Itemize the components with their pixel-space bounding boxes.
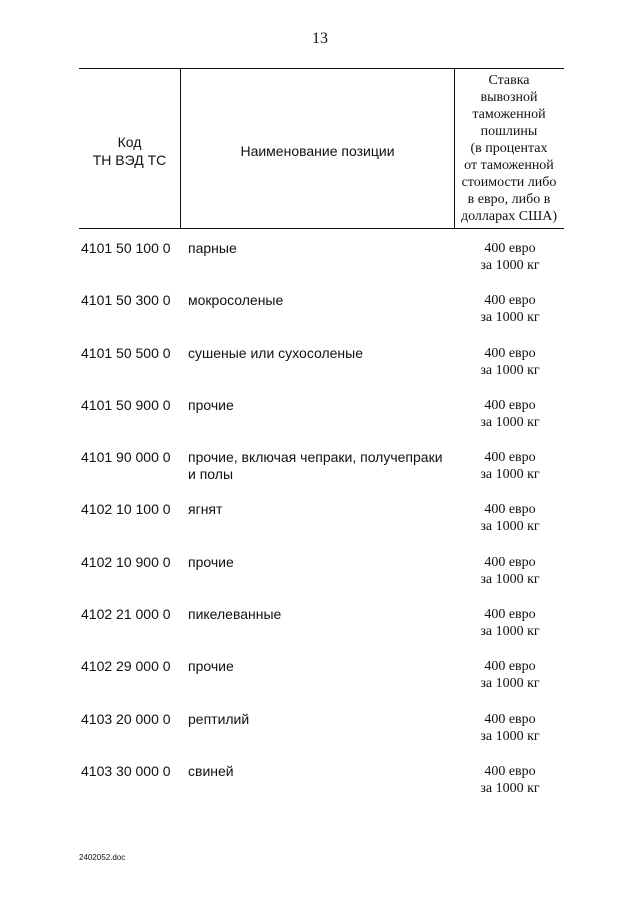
row-code: 4102 29 000 0 [81,658,171,675]
rate-line2: за 1000 кг [480,519,540,535]
rate-line2: за 1000 кг [480,676,540,692]
table-row [0,292,640,344]
table-row [0,449,640,501]
table-row [0,711,640,763]
row-name: прочие [188,553,234,570]
row-rate [455,345,565,379]
rate-line2: за 1000 кг [480,624,540,640]
table-row [0,763,640,815]
row-code: 4103 20 000 0 [81,710,171,727]
header-name: Наименование позиции [180,69,455,228]
rate-line1: 400 евро [484,607,536,623]
row-rate [455,240,565,274]
rate-line1: 400 евро [484,397,536,413]
row-rate [455,658,565,692]
table-row [0,554,640,606]
row-code: 4101 50 500 0 [81,344,171,361]
row-code: 4101 50 300 0 [81,292,171,309]
row-name: пикелеванные [188,606,282,623]
header-code: Код ТН ВЭД ТС [92,133,167,168]
row-rate [455,397,565,431]
rate-line1: 400 евро [484,345,536,361]
rate-line1: 400 евро [484,450,536,466]
table-row [0,240,640,292]
row-rate [455,292,565,326]
row-name: сушеные или сухосоленые [188,344,363,361]
row-code: 4101 90 000 0 [81,449,171,466]
table-row [0,345,640,397]
table-body [0,240,640,815]
table-row [0,658,640,710]
rate-line1: 400 евро [484,502,536,518]
rate-line1: 400 евро [484,554,536,570]
page-number: 13 [312,30,328,47]
table-header [79,68,564,229]
row-rate [455,501,565,535]
row-name: прочие [188,658,234,675]
rate-line1: 400 евро [484,241,536,256]
row-name: прочие, включая чепраки, получепраки и полы [188,449,443,483]
row-code: 4102 21 000 0 [81,606,171,623]
rate-line2: за 1000 кг [480,414,540,430]
row-rate [455,449,565,483]
row-name: ягнят [188,501,223,518]
rate-line2: за 1000 кг [480,467,540,483]
row-code: 4103 30 000 0 [81,762,171,779]
rate-line2: за 1000 кг [480,571,540,587]
rate-line1: 400 евро [484,293,536,309]
row-name: рептилий [188,710,250,727]
rate-line2: за 1000 кг [480,780,540,796]
rate-line2: за 1000 кг [480,362,540,378]
rate-line2: за 1000 кг [480,258,540,273]
row-rate [455,763,565,797]
rate-line2: за 1000 кг [480,310,540,326]
row-code: 4101 50 100 0 [81,240,171,256]
table-row [0,397,640,449]
row-rate [455,711,565,745]
row-name: свиней [188,762,234,779]
footer-file-name: 2402052.doc [79,853,126,862]
row-rate [455,606,565,640]
rate-line1: 400 евро [484,659,536,675]
row-name: парные [188,240,237,256]
header-rate: Ставка вывозной таможенной пошлины (в процентах от таможенной стоимости либо в евро, либо в долларах США) [460,73,558,224]
row-name: прочие [188,396,234,413]
row-name: мокросоленые [188,292,284,309]
row-code: 4101 50 900 0 [81,396,171,413]
row-code: 4102 10 900 0 [81,553,171,570]
rate-line1: 400 евро [484,711,536,727]
table-row [0,606,640,658]
rate-line2: за 1000 кг [480,728,540,744]
row-rate [455,554,565,588]
table-row [0,501,640,553]
rate-line1: 400 евро [484,763,536,779]
row-code: 4102 10 100 0 [81,501,171,518]
